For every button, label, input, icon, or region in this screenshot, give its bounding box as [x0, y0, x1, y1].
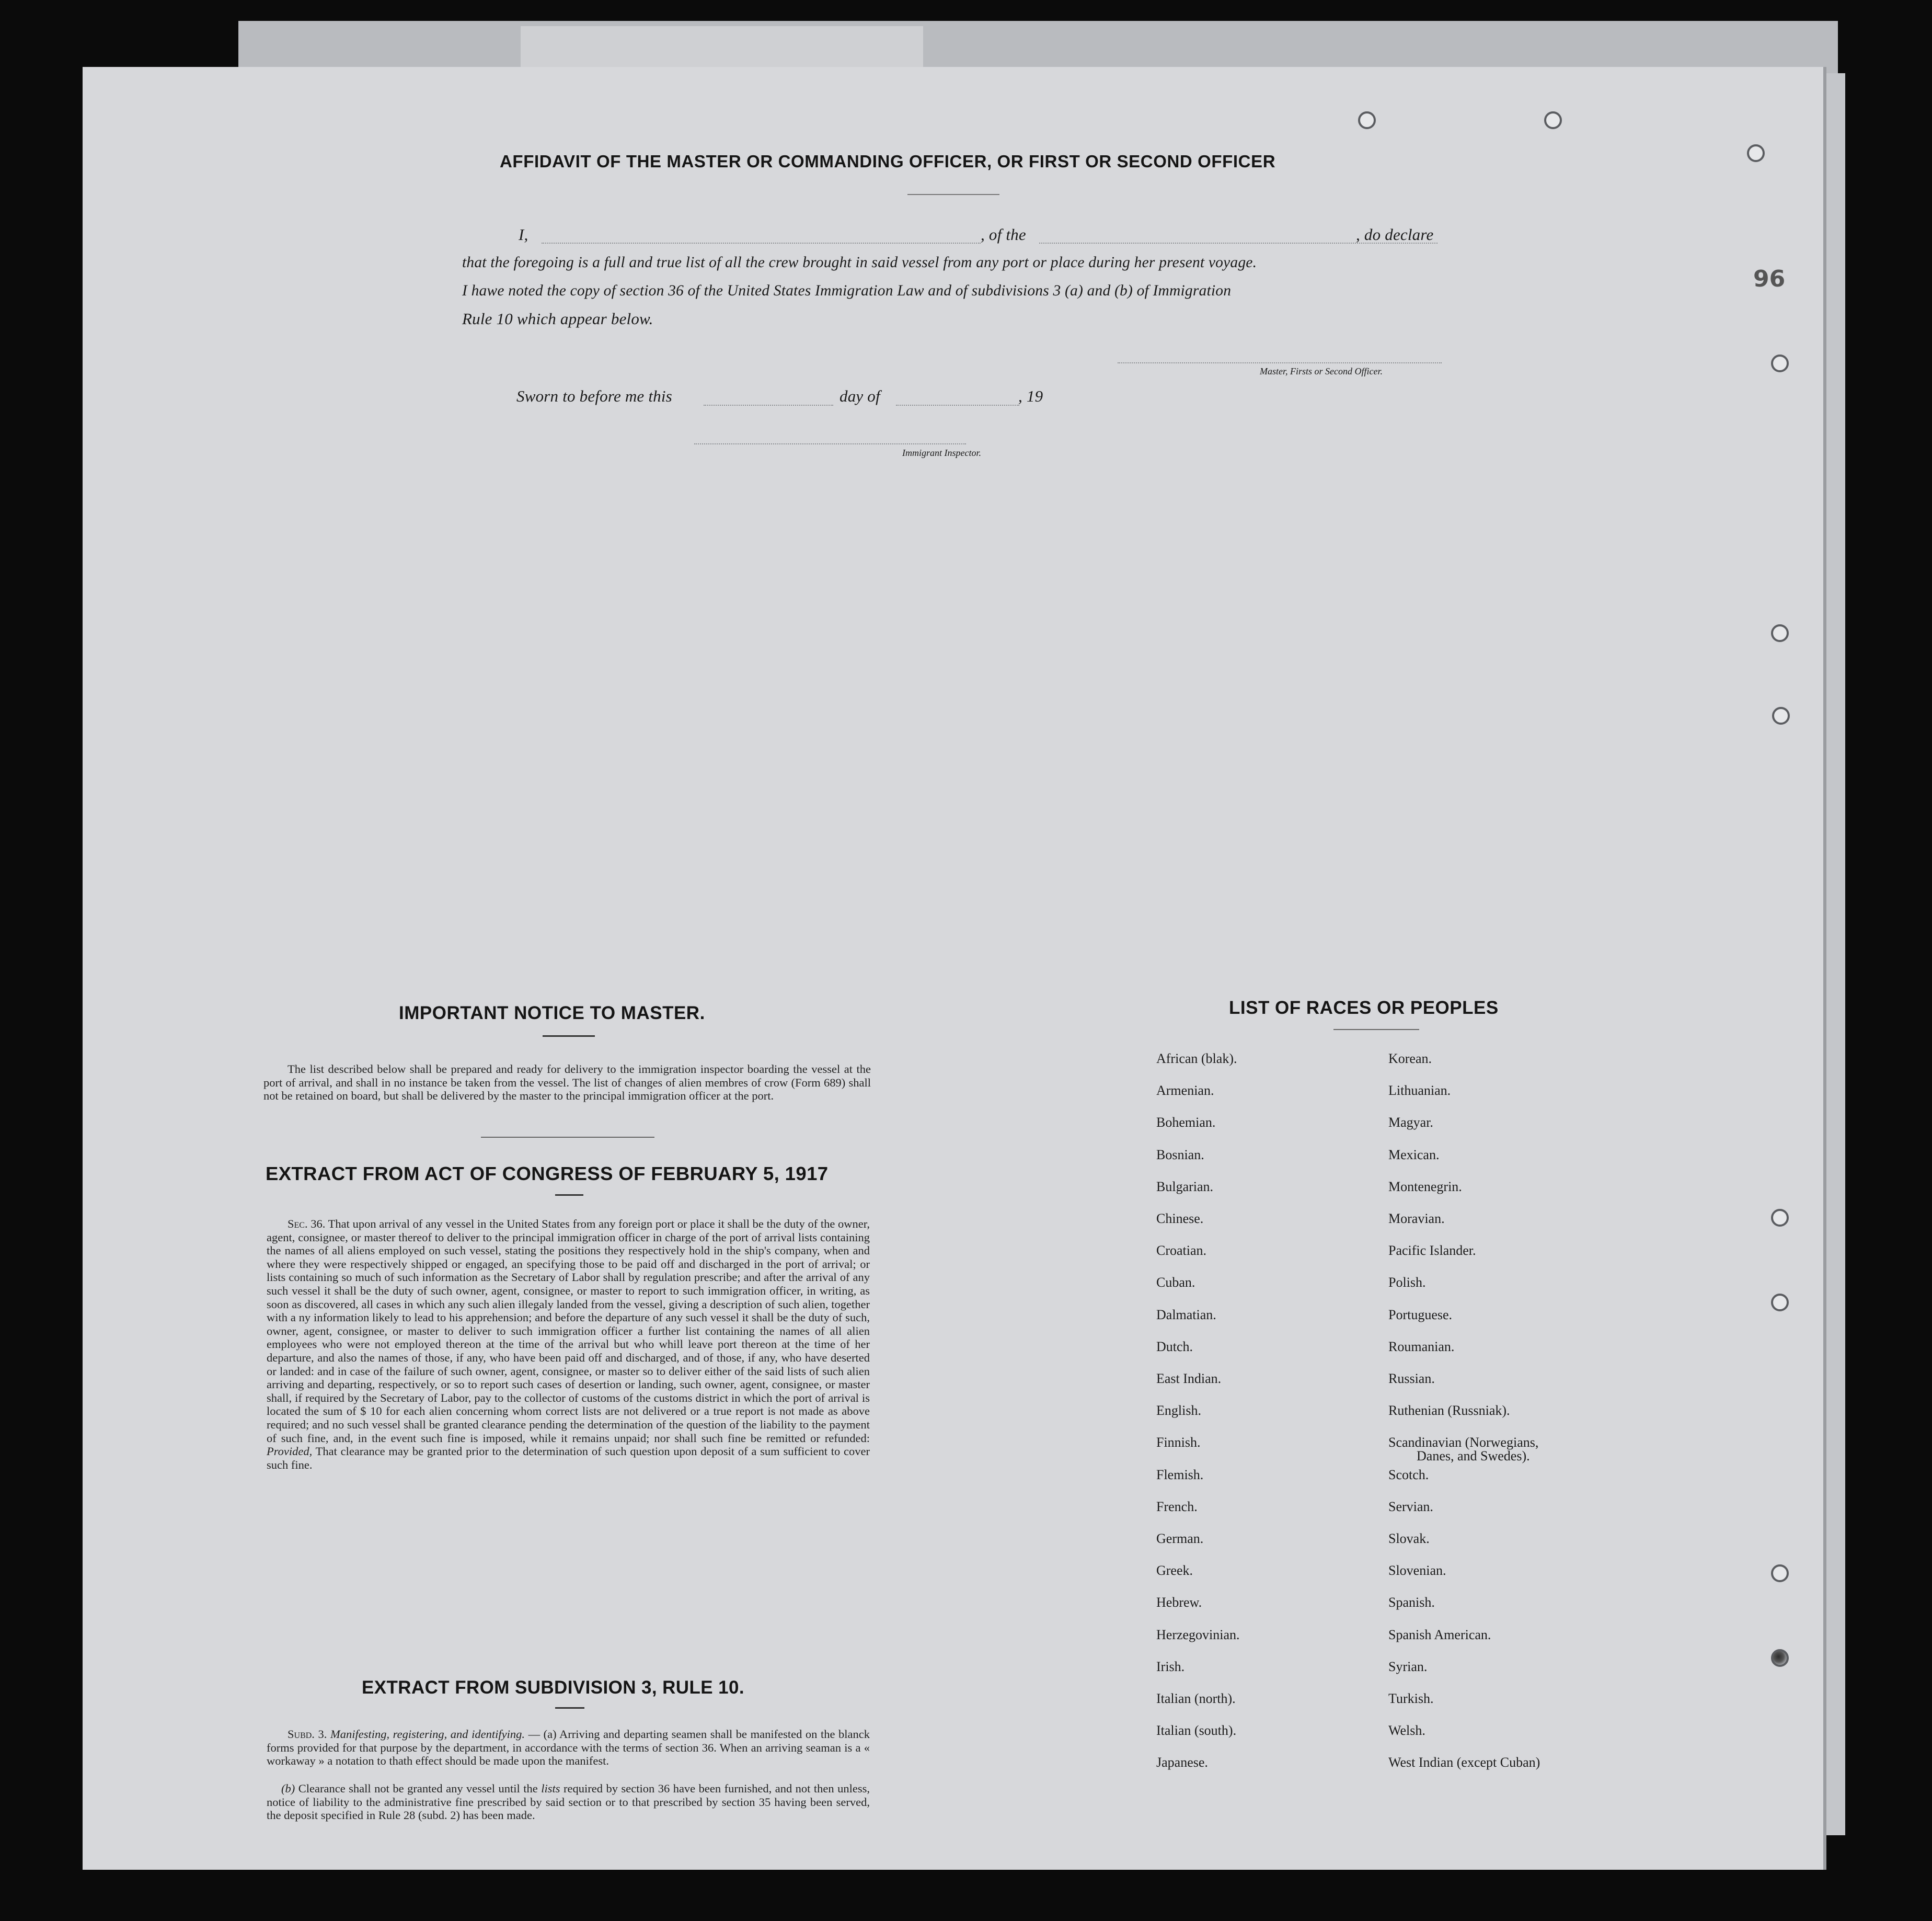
sworn-day-blank: [704, 405, 833, 406]
sworn-day-of: day of: [840, 387, 880, 405]
affidavit-i: I,: [519, 225, 528, 244]
race-item: German.: [1156, 1531, 1204, 1546]
race-item: Servian.: [1388, 1499, 1433, 1514]
race-item: Scotch.: [1388, 1467, 1429, 1482]
sec-36-text: That upon arrival of any vessel in the United States from any foreign port or place it shall be the duty of the owner, agent, consignee, or master thereof to deliver to the principal immigration officer in charge of the port of arrival lists containing the names of all aliens employed on such vessel, stating the positions they respectively hold in the ship's company, when and where they were respectively shipped or engaged, an specifying those to be paid off and discharged in the port of arrival; or lists containing so much of such information as the Secretary of Labor shall by regulation prescribe; and after the arrival of any such vessel it shall be the duty of such owner, agent, consignee, or master to report to such immigration officer, in writing, as soon as discovered, all cases in which any such alien illegaly landed from the vessel, giving a description of such alien, together with a ny information likely to lead to his apprehension; and before the departure of any such vessel it shall be the duty of such, owner, agent, consignee, or master to deliver to such immigration officer a further list containing the names of all alien employees who were not employed thereon at the time of the arrival but who whill leave port thereon at the time of her departure, and also the names of those, if any, who have been paid off and discharged, and of those, if any, who have deserted or landed: and in case of the failure of such owner, agent, consignee, or master so to deliver either of the said lists of such alien arriving and departing, respectively, or so to report such cases of desertion or landing, such owner, agent, consignee, or master shall, if required by the Secretary of Labor, pay to the collector of customs of the customs district in which the port of arrival is located the sum of $ 10 for each alien concerning whom correct lists are not delivered or a true report is not made as above required; and no such vessel shall be granted clearance pending the determination of the question of the liability to the payment of such fine, and, in the event such fine is imposed, while it remains unpaid; nor shall such fine be remitted or refunded:: [267, 1217, 870, 1445]
back-sheet-tab: [521, 26, 923, 73]
race-item: Mexican.: [1388, 1147, 1440, 1162]
race-item: Dutch.: [1156, 1339, 1193, 1354]
race-item: Japanese.: [1156, 1755, 1208, 1770]
binder-hole: [1771, 1294, 1789, 1311]
document-page: [83, 67, 1826, 1870]
subd-a-text: — (a) Arriving and departing seamen shall be manifested on the blanck forms provided for that purpose by the department, in accordance with the terms of section 36. When an arriving seaman is a « workaway » a notation to thath effect should be made upon the manifest.: [267, 1728, 870, 1768]
affidavit-line-4: Rule 10 which appear below.: [462, 310, 653, 328]
rule-extract-a: [267, 1728, 870, 1768]
race-item: Magyar.: [1388, 1115, 1433, 1130]
act-extract-ornament: [555, 1194, 583, 1196]
race-item: Syrian.: [1388, 1659, 1428, 1674]
sec-36-text-end: That clearance may be granted prior to the determination of such question upon deposit of a sum sufficient to cover such fine.: [267, 1445, 870, 1471]
binder-hole: [1771, 1649, 1789, 1667]
affidavit-of-the: , of the: [981, 225, 1026, 244]
affidavit-line-3: I hawe noted the copy of section 36 of the United States Immigration Law and of subdivisions 3 (a) and (b) of Immigration: [462, 282, 1232, 299]
subd-b-text-2: required by section 36 have been furnished, and not then unless, notice of liability to the administrative fine prescribed by said section or to that prescribed by section 35 having been served, the deposit specified in Rule 28 (subd. 2) has been made.: [267, 1782, 870, 1822]
sec-36-label: Sec. 36.: [288, 1217, 326, 1230]
race-item: Montenegrin.: [1388, 1179, 1462, 1194]
races-title-rule: [1333, 1029, 1419, 1030]
race-item: Moravian.: [1388, 1211, 1445, 1226]
affidavit-title-rule: [907, 194, 999, 195]
act-extract-title: EXTRACT FROM ACT OF CONGRESS OF FEBRUARY 5, 1917: [266, 1163, 829, 1184]
race-item: Welsh.: [1388, 1723, 1425, 1739]
race-item: Danes, and Swedes).: [1417, 1448, 1530, 1464]
notice-divider: [481, 1137, 654, 1138]
race-item: Ruthenian (Russniak).: [1388, 1403, 1510, 1419]
races-title: LIST OF RACES OR PEOPLES: [1229, 998, 1499, 1018]
notice-body: The list described below shall be prepared and ready for delivery to the immigration inspector boarding the vessel at the port of arrival, and shall in no instance be taken from the vessel. The list of changes of alien membres of crow (Form 689) shall not be retained on board, but shall be delivered by the master to the principal immigration officer at the port.: [263, 1062, 871, 1103]
race-item: Dalmatian.: [1156, 1307, 1216, 1322]
affidavit-line-2: that the foregoing is a full and true list of all the crew brought in said vessel from any port or place during her present voyage.: [462, 254, 1257, 271]
race-item: West Indian (except Cuban): [1388, 1755, 1540, 1770]
race-item: Spanish American.: [1388, 1627, 1491, 1642]
act-extract-body: [267, 1217, 870, 1471]
binder-hole: [1544, 111, 1562, 129]
race-item: Flemish.: [1156, 1467, 1204, 1482]
sworn-text: Sworn to before me this: [516, 387, 672, 405]
race-item: Chinese.: [1156, 1211, 1204, 1226]
race-item: Portuguese.: [1388, 1307, 1453, 1322]
race-item: Russian.: [1388, 1371, 1435, 1386]
race-item: Pacific Islander.: [1388, 1243, 1476, 1259]
rule-extract-ornament: [555, 1707, 584, 1709]
race-item: African (blak).: [1156, 1051, 1237, 1066]
signature-line: [1118, 362, 1442, 363]
race-item: Turkish.: [1388, 1691, 1434, 1706]
race-item: Spanish.: [1388, 1595, 1435, 1610]
sworn-month-blank: [896, 405, 1019, 406]
subd-b-lists: lists: [541, 1782, 560, 1795]
race-item: Bulgarian.: [1156, 1179, 1214, 1194]
provided-word: Provided,: [267, 1445, 313, 1458]
margin-mark: 96: [1753, 266, 1786, 292]
binder-hole: [1771, 1564, 1789, 1582]
race-item: Italian (south).: [1156, 1723, 1237, 1739]
signature-label: Master, Firsts or Second Officer.: [1260, 366, 1383, 376]
race-item: Greek.: [1156, 1563, 1193, 1579]
inspector-label: Immigrant Inspector.: [902, 448, 981, 458]
race-item: Bohemian.: [1156, 1115, 1216, 1130]
race-item: Lithuanian.: [1388, 1083, 1451, 1099]
race-item: Irish.: [1156, 1659, 1185, 1674]
rule-extract-b: [267, 1782, 870, 1822]
binder-hole: [1771, 1209, 1789, 1227]
subd-b-label: (b): [281, 1782, 295, 1795]
affidavit-declare: , do declare: [1356, 225, 1434, 244]
race-item: East Indian.: [1156, 1371, 1222, 1386]
binder-hole: [1747, 144, 1765, 162]
notice-ornament: [543, 1035, 595, 1037]
race-item: French.: [1156, 1499, 1198, 1514]
affidavit-title: AFFIDAVIT OF THE MASTER OR COMMANDING OFFICER, OR FIRST OR SECOND OFFICER: [500, 152, 1276, 171]
race-item: Polish.: [1388, 1275, 1426, 1290]
race-item: Bosnian.: [1156, 1147, 1204, 1162]
rule-extract-title: EXTRACT FROM SUBDIVISION 3, RULE 10.: [362, 1677, 744, 1698]
race-item: Korean.: [1388, 1051, 1432, 1066]
subd-label: Subd. 3.: [288, 1728, 327, 1741]
binder-hole: [1358, 111, 1376, 129]
binder-hole: [1772, 707, 1790, 725]
subd-heading: Manifesting, registering, and identifying.: [330, 1728, 525, 1741]
race-item: Roumanian.: [1388, 1339, 1455, 1354]
sworn-year: , 19: [1018, 387, 1043, 405]
race-item: Slovenian.: [1388, 1563, 1446, 1579]
race-item: Croatian.: [1156, 1243, 1207, 1259]
notice-title: IMPORTANT NOTICE TO MASTER.: [399, 1003, 705, 1023]
race-item: English.: [1156, 1403, 1201, 1419]
binder-hole: [1771, 624, 1789, 642]
subd-b-text-1: Clearance shall not be granted any vessel until the: [298, 1782, 538, 1795]
inspector-line: [694, 443, 966, 444]
race-item: Finnish.: [1156, 1435, 1201, 1450]
race-item: Herzegovinian.: [1156, 1627, 1240, 1642]
race-item: Hebrew.: [1156, 1595, 1202, 1610]
race-item: Cuban.: [1156, 1275, 1195, 1290]
name-blank: [542, 243, 981, 244]
binder-hole: [1771, 355, 1789, 372]
race-item: Italian (north).: [1156, 1691, 1236, 1706]
race-item: Scandinavian (Norwegians,: [1388, 1435, 1539, 1450]
race-item: Armenian.: [1156, 1083, 1214, 1099]
race-item: Slovak.: [1388, 1531, 1430, 1546]
